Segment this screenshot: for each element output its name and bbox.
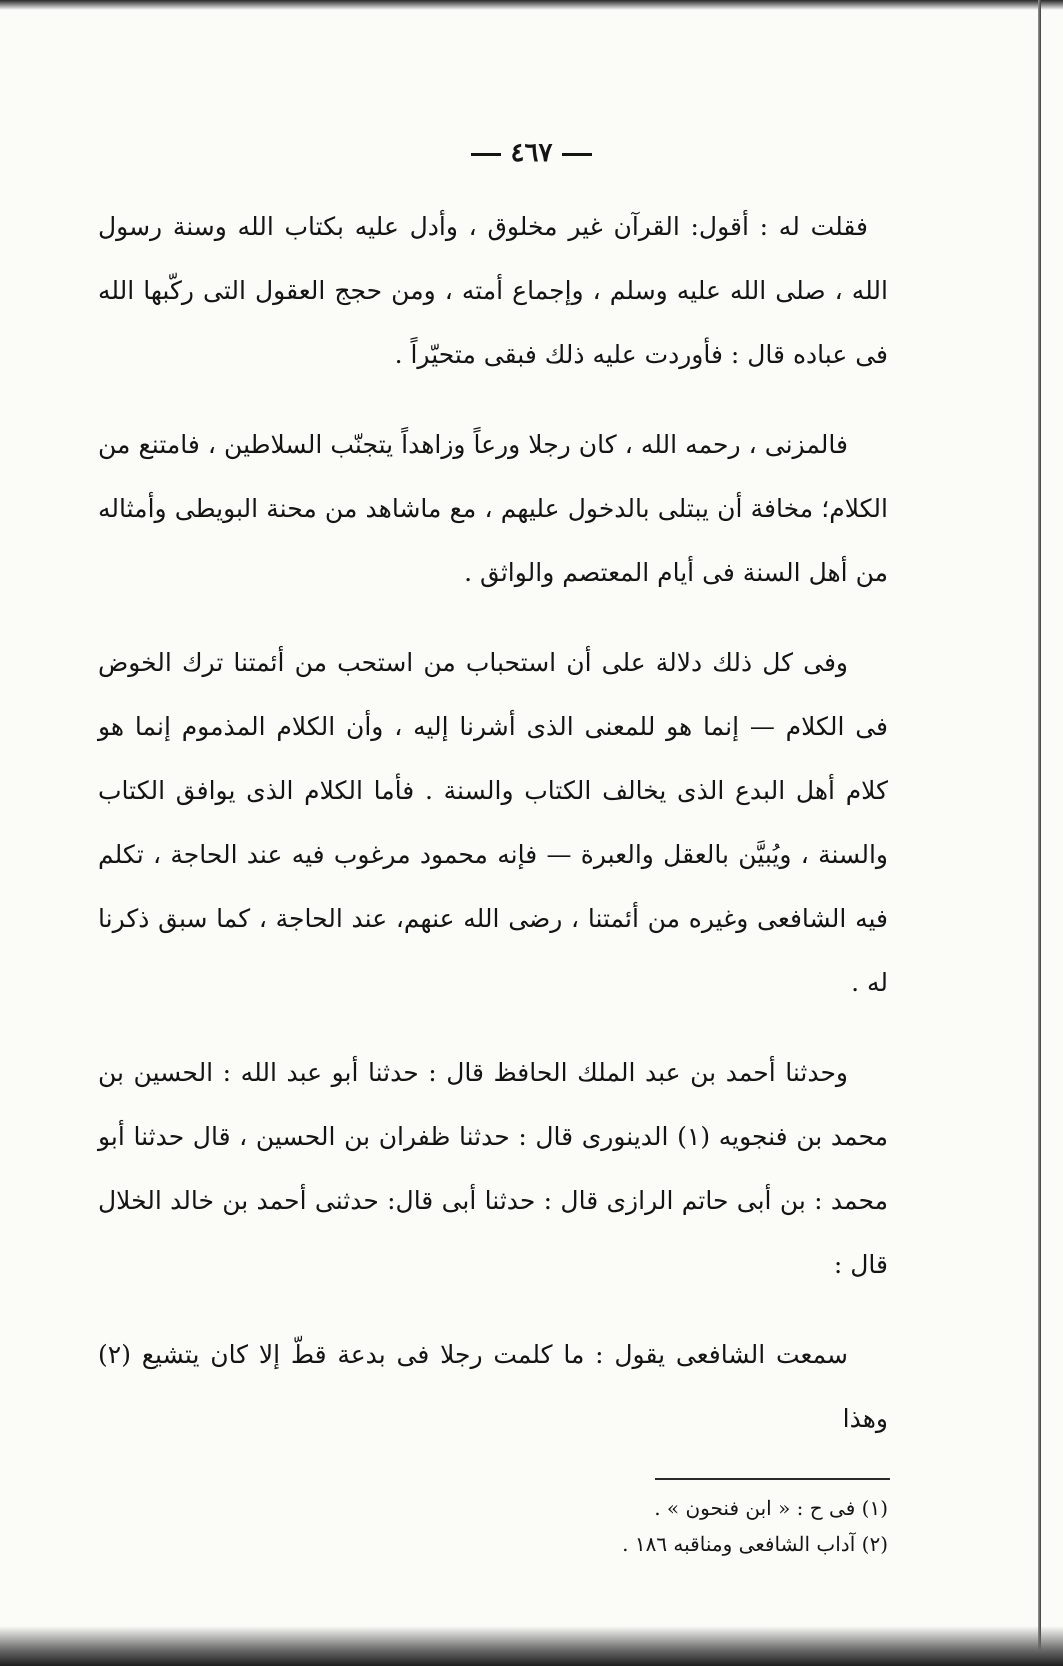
- paragraph-1: فقلت له : أقول: القرآن غير مخلوق ، وأدل عليه بكتاب الله وسنة رسول الله ، صلى الله عليه وسلم ، وإجماع أمته ، ومن حجج العقول التى ركّبها الله فى عباده قال : فأوردت عليه ذلك فبقى متحيّراً .: [98, 212, 888, 369]
- main-text: [98, 195, 888, 1477]
- page-number-dash-right: [562, 153, 592, 156]
- paragraph-3: وفى كل ذلك دلالة على أن استحباب من استحب من أئمتنا ترك الخوض فى الكلام — إنما هو للمعنى الذى أشرنا إليه ، وأن الكلام المذموم إنما هو كلام أهل البدع الذى يخالف الكتاب والسنة . فأما الكلام الذى يوافق الكتاب والسنة ، ويُبيَّن بالعقل والعبرة — فإنه محمود مرغوب فيه عند الحاجة ، تكلم فيه الشافعى وغيره من أئمتنا ، رضى الله عنهم، عند الحاجة ، كما سبق ذكرنا له .: [98, 648, 888, 997]
- scan-top-edge: [0, 0, 1063, 10]
- footnotes: [388, 1490, 888, 1562]
- page-number-dash-left: [471, 153, 501, 156]
- paragraph-4: وحدثنا أحمد بن عبد الملك الحافظ قال : حدثنا أبو عبد الله : الحسين بن محمد بن فنجويه (١) الدينورى قال : حدثنا ظفران بن الحسين ، قال حدثنا أبو محمد : بن أبى حاتم الرازى قال : حدثنا أبى قال: حدثنى أحمد بن خالد الخلال قال :: [98, 1058, 888, 1279]
- paragraph-5: سمعت الشافعى يقول : ما كلمت رجلا فى بدعة قطّ إلا كان يتشيع (٢) وهذا: [98, 1340, 888, 1433]
- footnote-1: (١) فى ح : « ابن فنحون » .: [654, 1496, 888, 1520]
- page-number-value: ٤٦٧: [510, 138, 553, 168]
- footnote-2: (٢) آداب الشافعى ومناقبه ١٨٦ .: [622, 1532, 888, 1556]
- scan-bottom-edge: [0, 1626, 1063, 1666]
- footnote-separator: [655, 1478, 890, 1480]
- page-number: [0, 138, 1063, 168]
- binding-edge: [1038, 0, 1041, 1666]
- paragraph-2: فالمزنى ، رحمه الله ، كان رجلا ورعاً وزاهداً يتجنّب السلاطين ، فامتنع من الكلام؛ مخافة أن يبتلى بالدخول عليهم ، مع ماشاهد من محنة البويطى وأمثاله من أهل السنة فى أيام المعتصم والواثق .: [98, 430, 888, 587]
